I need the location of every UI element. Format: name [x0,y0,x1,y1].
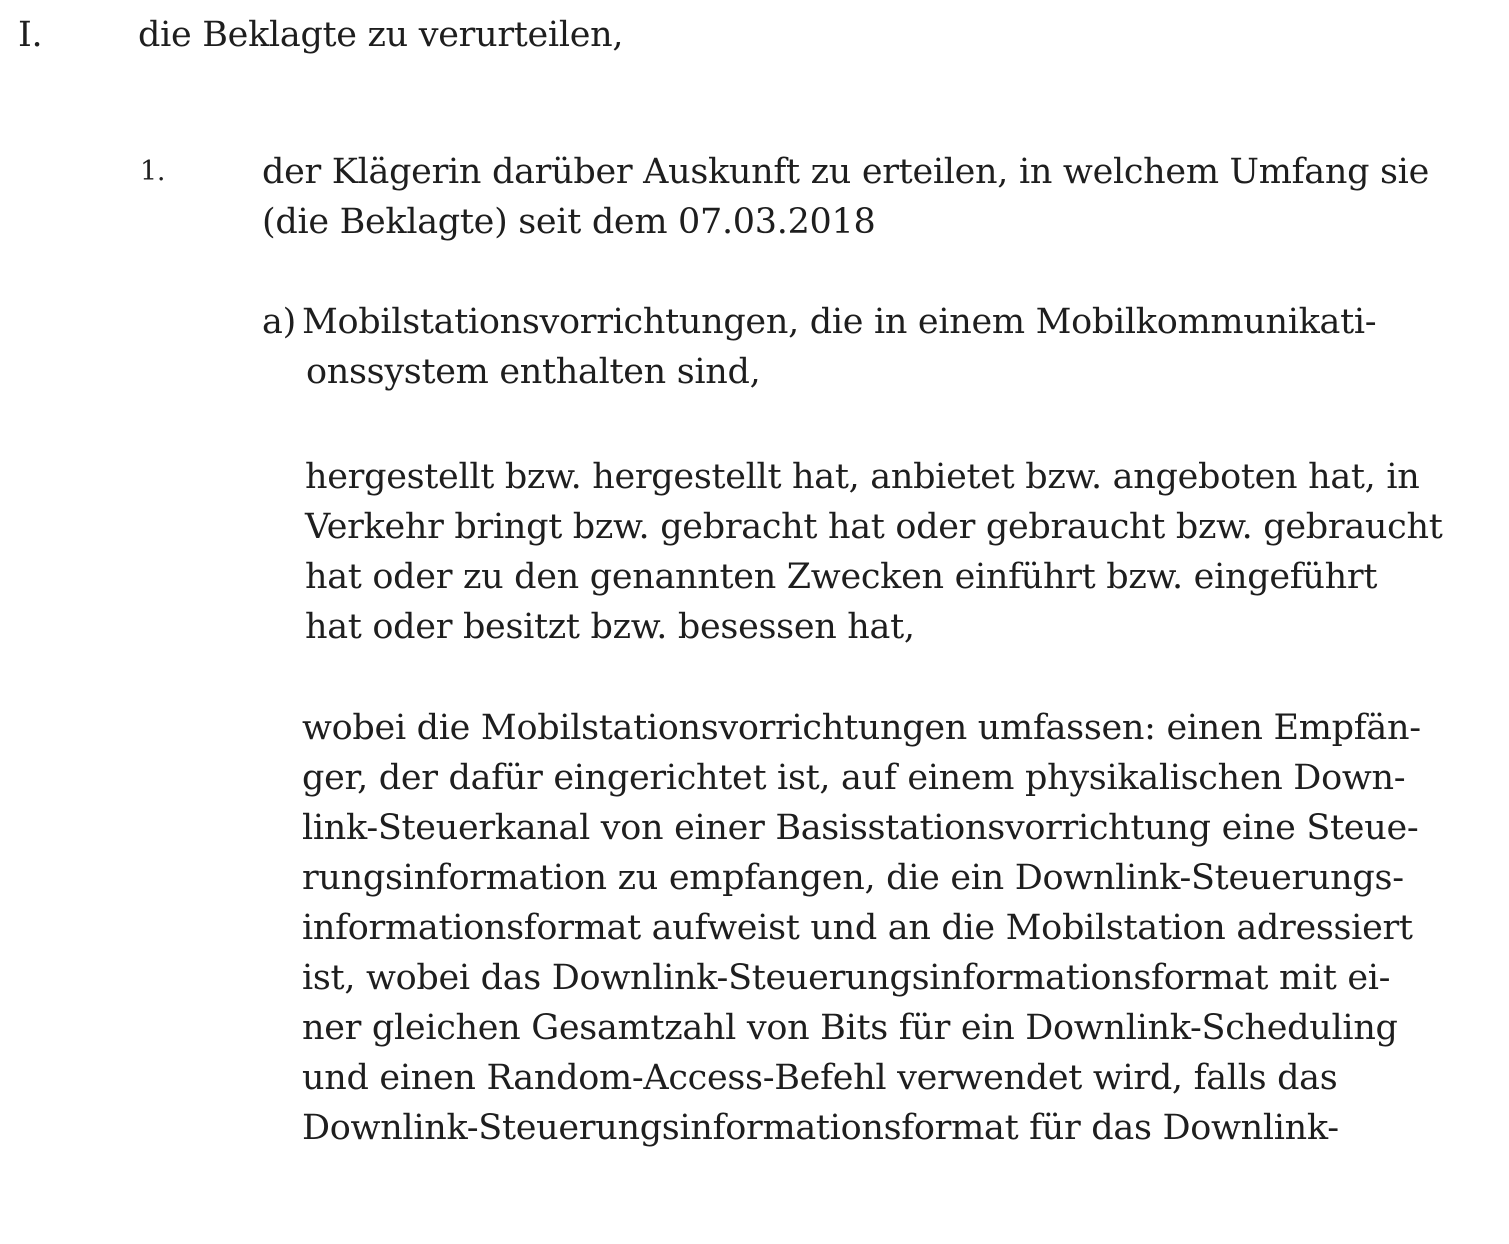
section-intro: die Beklagte zu verurteilen, [138,15,624,55]
item1-line: der Klägerin darüber Auskunft zu erteilen, in welchem Umfang sie [262,152,1429,192]
section-roman-numeral: I. [18,15,43,55]
paragraph-line: hat oder besitzt bzw. besessen hat, [305,607,915,647]
paragraph-line: rungsinformation zu empfangen, die ein Downlink-Steuerungs- [302,858,1404,898]
item-number: 1. [140,156,166,187]
paragraph-line: link-Steuerkanal von einer Basisstationsvorrichtung eine Steue- [302,808,1419,848]
paragraph-line: ist, wobei das Downlink-Steuerungsinformationsformat mit ei- [302,958,1391,998]
paragraph-line: hergestellt bzw. hergestellt hat, anbietet bzw. angeboten hat, in [305,457,1420,497]
paragraph-line: Verkehr bringt bzw. gebracht hat oder gebraucht bzw. gebraucht [305,507,1443,547]
subitem-a-text [302,297,1376,397]
paragraph-actions [305,452,1442,652]
subitem-a-line: Mobilstationsvorrichtungen, die in einem Mobilkommunikati- [302,302,1377,342]
item1-text [262,147,1429,247]
subitem-label: a) [262,302,296,342]
paragraph-line: hat oder zu den genannten Zwecken einführt bzw. eingeführt [305,557,1378,597]
paragraph-line: Downlink-Steuerungsinformationsformat für das Downlink- [302,1108,1339,1148]
paragraph-line: ner gleichen Gesamtzahl von Bits für ein Downlink-Scheduling [302,1008,1398,1048]
paragraph-line: ger, der dafür eingerichtet ist, auf einem physikalischen Down- [302,758,1406,798]
paragraph-wobei [302,703,1421,1153]
item1-line: (die Beklagte) seit dem 07.03.2018 [262,202,876,242]
paragraph-line: informationsformat aufweist und an die Mobilstation adressiert [302,908,1413,948]
paragraph-line: wobei die Mobilstationsvorrichtungen umfassen: einen Empfän- [302,708,1421,748]
subitem-a-line: onssystem enthalten sind, [306,352,761,392]
paragraph-line: und einen Random-Access-Befehl verwendet wird, falls das [302,1058,1338,1098]
